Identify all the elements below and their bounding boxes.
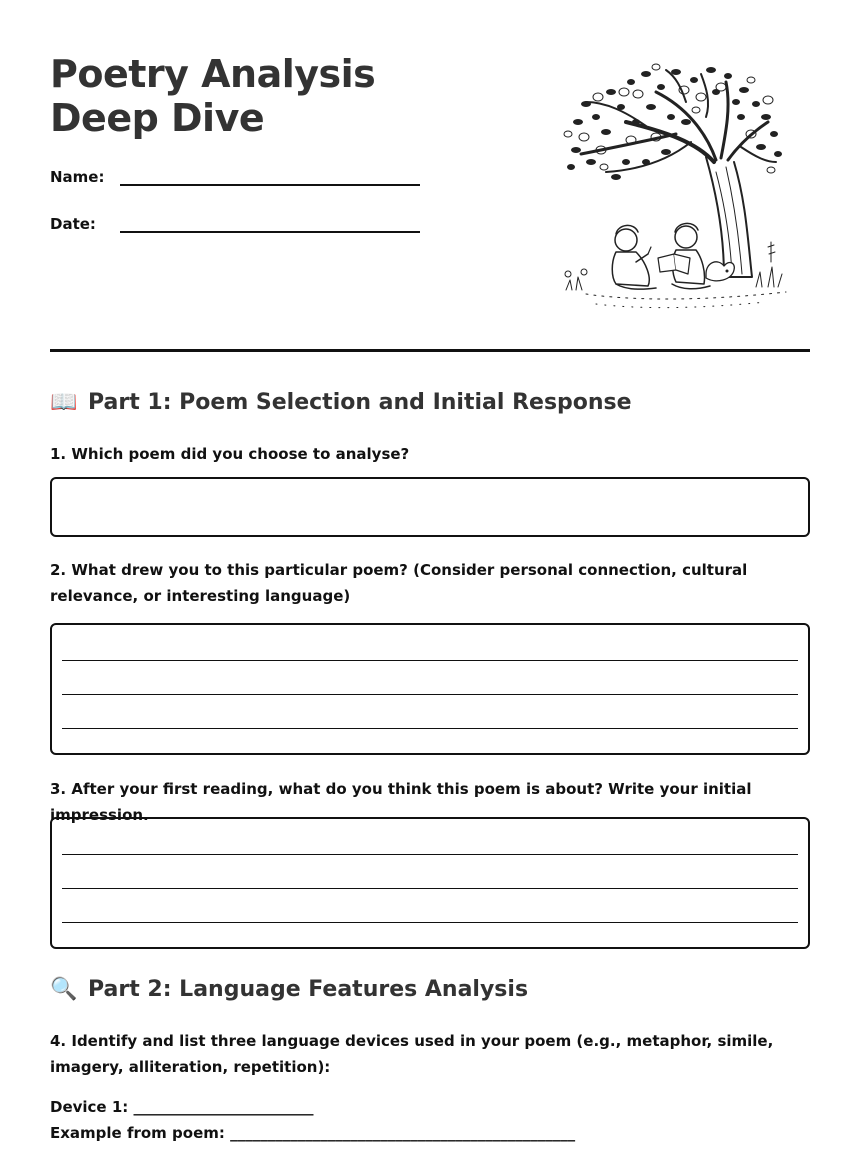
question-4: 4. Identify and list three language devices used in your poem (e.g., metaphor, simile, imagery, alliteration, repetition): xyxy=(50,1032,774,1076)
page-title: Poetry Analysis Deep Dive xyxy=(50,52,376,140)
date-label: Date: xyxy=(50,215,96,233)
name-label: Name: xyxy=(50,168,105,186)
question-3: 3. After your first reading, what do you think this poem is about? Write your initial impression. xyxy=(50,780,752,824)
part2-heading xyxy=(50,977,528,1002)
question-2: 2. What drew you to this particular poem? (Consider personal connection, cultural relevance, or interesting language) xyxy=(50,561,748,605)
tree-children-reading-illustration xyxy=(556,62,792,312)
answer-line xyxy=(62,728,798,729)
answer-line xyxy=(62,888,798,889)
answer-box-1[interactable] xyxy=(50,477,810,537)
device-1-line[interactable]: Device 1: ________________________ xyxy=(50,1098,314,1116)
open-book-icon: 📖 xyxy=(50,390,78,415)
answer-line xyxy=(62,694,798,695)
part2-heading-text: Part 2: Language Features Analysis xyxy=(88,977,529,1002)
example-1-line[interactable]: Example from poem: ______________________________________________ xyxy=(50,1124,576,1142)
part1-heading xyxy=(50,390,632,415)
answer-line xyxy=(62,854,798,855)
date-field-row xyxy=(50,213,420,233)
header-divider xyxy=(50,349,810,352)
question-1: 1. Which poem did you choose to analyse? xyxy=(50,445,410,463)
part1-heading-text: Part 1: Poem Selection and Initial Response xyxy=(88,390,632,415)
answer-box-3[interactable] xyxy=(50,817,810,949)
answer-line xyxy=(62,660,798,661)
name-input-line[interactable] xyxy=(120,166,420,186)
magnifying-glass-icon: 🔍 xyxy=(50,977,78,1002)
answer-box-2[interactable] xyxy=(50,623,810,755)
date-input-line[interactable] xyxy=(120,213,420,233)
name-field-row xyxy=(50,166,420,186)
answer-line xyxy=(62,922,798,923)
